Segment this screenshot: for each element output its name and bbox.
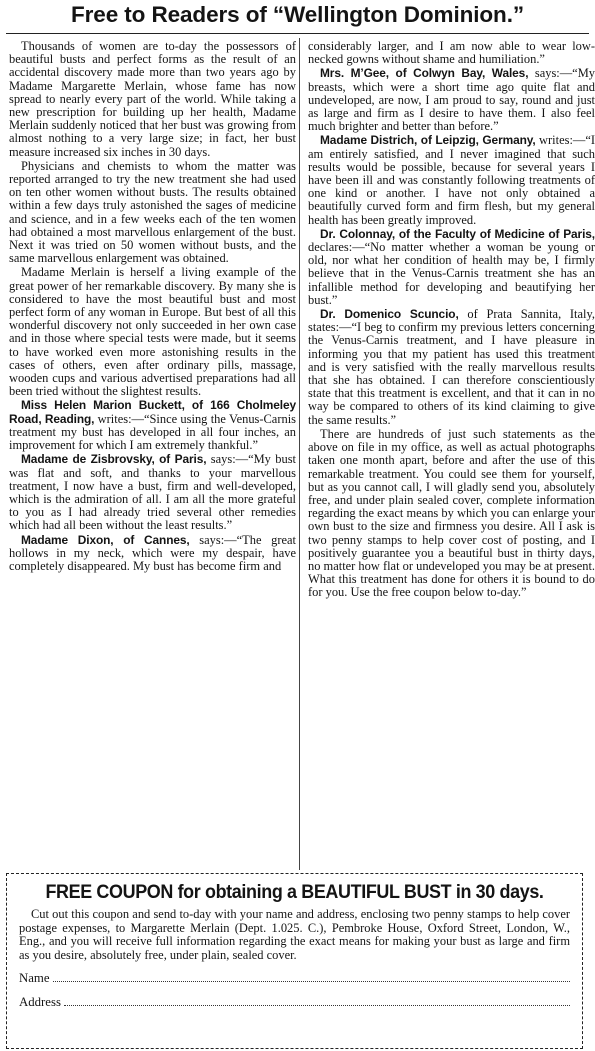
testimonial-text: of Prata Sannita, Italy, states:—“I beg to confirm my previous letters concerning the Venus-Carnis treatment, and I have pleasure in informing you that my patient has used this treatment and is very satisfied with the really marvellous results that she has obtained. I can therefore conscientiously state that this treatment is excellent, and that it can in no way be compared to others of its kind claiming to give the same results.” bbox=[308, 307, 595, 427]
testimonial-text: writes:—“I am entirely satisfied, and I never imagined that such results would be possible, because for several years I have been ill and was constantly following treatments of one kind or another. I have not only obtained a beautifully curved form and firm flesh, but my general health has been greatly improved. bbox=[308, 133, 595, 227]
paragraph bbox=[9, 266, 296, 398]
column-divider bbox=[299, 38, 300, 870]
coupon-text: Cut out this coupon and send to-day with your name and address, enclosing two penny stamps to help cover postage expenses, to Margarette Merlain (Dept. 1.025. C.), Pembroke House, Oxford Street, London, W., Eng., and you will receive full information regarding the exact means for making your bust as large and firm as you desire, absolutely free, under plain, sealed cover. bbox=[19, 907, 570, 962]
coupon bbox=[6, 873, 583, 1049]
paragraph-text: considerably larger, and I am now able to wear low-necked gowns without shame and humiliation.” bbox=[308, 40, 595, 67]
testimonial-heading: Madame de Zisbrovsky, of Paris, bbox=[21, 452, 207, 467]
paragraph bbox=[308, 428, 595, 600]
testimonial-text: says:—“My breasts, which were a short time ago quite flat and undeveloped, are now, I am proud to say, round and just as large and firm as I desire to have them. I also feel much brighter and better than before.” bbox=[308, 66, 595, 134]
name-field[interactable] bbox=[19, 970, 570, 986]
name-line[interactable] bbox=[53, 970, 570, 982]
paragraph-text: Thousands of women are to-day the possessors of beautiful busts and perfect forms as the result of an accidental discovery made more than two years ago by Madame Margarette Merlain, whose fame has now spread to nearly every part of the world. While taking a new prescription for building up her health, Madame Merlain suddenly noticed that her bust was growing from almost nothing to a very large size; in fact, her bust measure increased six inches in 30 days. bbox=[9, 40, 296, 159]
address-line[interactable] bbox=[64, 994, 570, 1006]
paragraph bbox=[9, 40, 296, 159]
testimonial-heading: Dr. Colonnay, of the Faculty of Medicine of Paris, bbox=[320, 226, 595, 241]
testimonial-text: says:—“My bust was flat and soft, and thanks to your marvellous treatment, I now have a bust, firm and well-developed, which is the admiration of all. I am all the more grateful to you as I had already tried several other remedies which had all been without the least results.” bbox=[9, 452, 296, 533]
paragraph-text: There are hundreds of just such statements as the above on file in my office, as well as actual photographs taken one month apart, before and after the use of this remarkable treatment. You could see them for yourself, but as you cannot call, I will gladly send you, absolutely free, and under plain sealed cover, complete information regarding the exact means by which you can enlarge your own bust to the size and firmness you desire. All I ask is two penny stamps to help cover cost of posting, and I positively guarantee you a beautiful bust in thirty days, no matter how flat or undeveloped you may be at present. What this treatment has done for others it is bound to do for you. Use the free coupon below to-day.” bbox=[308, 426, 595, 600]
paragraph bbox=[9, 160, 296, 266]
testimonial-heading: Madame Dixon, of Cannes, bbox=[21, 532, 190, 547]
right-column bbox=[308, 40, 595, 870]
address-label: Address bbox=[19, 994, 61, 1009]
testimonial-text: writes:—“Since using the Venus-Carnis treatment my bust has developed in all four inches, an improvement for which I am extremely thankful.” bbox=[9, 411, 296, 453]
testimonial bbox=[9, 453, 296, 532]
testimonial bbox=[308, 134, 595, 226]
paragraph-continued bbox=[308, 40, 595, 66]
address-field[interactable] bbox=[19, 994, 570, 1010]
testimonial bbox=[308, 228, 595, 307]
name-label: Name bbox=[19, 971, 50, 985]
paragraph-text: Madame Merlain is herself a living example of the great power of her remarkable discovery. By many she is considered to have the most beautiful bust and most perfect form of any woman in Europe. But best of all this wonderful discovery not only succeeded in her own case and in those where special tests were made, but it seems to have worked even more astonishing results in the cases of others, even after ordinary pills, massage, wooden cups and various advertised preparations had all been tried without the slightest results. bbox=[9, 265, 296, 399]
paragraph-text: Physicians and chemists to whom the matter was reported arranged to try the new treatment she had used on ten other women without busts. The results obtained within a few days truly astonished the sages of medicine and science, and in a few weeks each of the ten women had obtained a most marvellous enlargement of the bust. Next it was tried on 50 women without busts, and the same marvellous enlargement was obtained. bbox=[9, 158, 296, 266]
coupon-body bbox=[19, 908, 570, 1009]
headline: Free to Readers of “Wellington Dominion.” bbox=[70, 2, 524, 27]
testimonial bbox=[9, 399, 296, 452]
coupon-title: FREE COUPON for obtaining a BEAUTIFUL BUST in 30 days. bbox=[45, 881, 544, 903]
testimonial-heading: Madame Districh, of Leipzig, Germany, bbox=[320, 133, 536, 148]
headline-rule bbox=[6, 33, 589, 34]
testimonial-heading: Mrs. M’Gee, of Colwyn Bay, Wales, bbox=[320, 66, 529, 81]
testimonial bbox=[9, 534, 296, 574]
testimonial-text: declares:—“No matter whether a woman be young or old, nor what her condition of health may be, I firmly believe that in the Venus-Carnis treatment she has an infallible method for developing and beautifying her bust.” bbox=[308, 240, 595, 307]
testimonial-heading: Dr. Domenico Scuncio, bbox=[320, 307, 459, 322]
testimonial-heading: Miss Helen Marion Buckett, of 166 Cholmeley Road, Reading, bbox=[9, 398, 296, 426]
testimonial bbox=[308, 67, 595, 133]
testimonial-text: says:—“The great hollows in my neck, which were my despair, have completely disappeared. My bust has become firm and bbox=[9, 532, 296, 573]
left-column bbox=[9, 40, 296, 870]
testimonial bbox=[308, 308, 595, 427]
